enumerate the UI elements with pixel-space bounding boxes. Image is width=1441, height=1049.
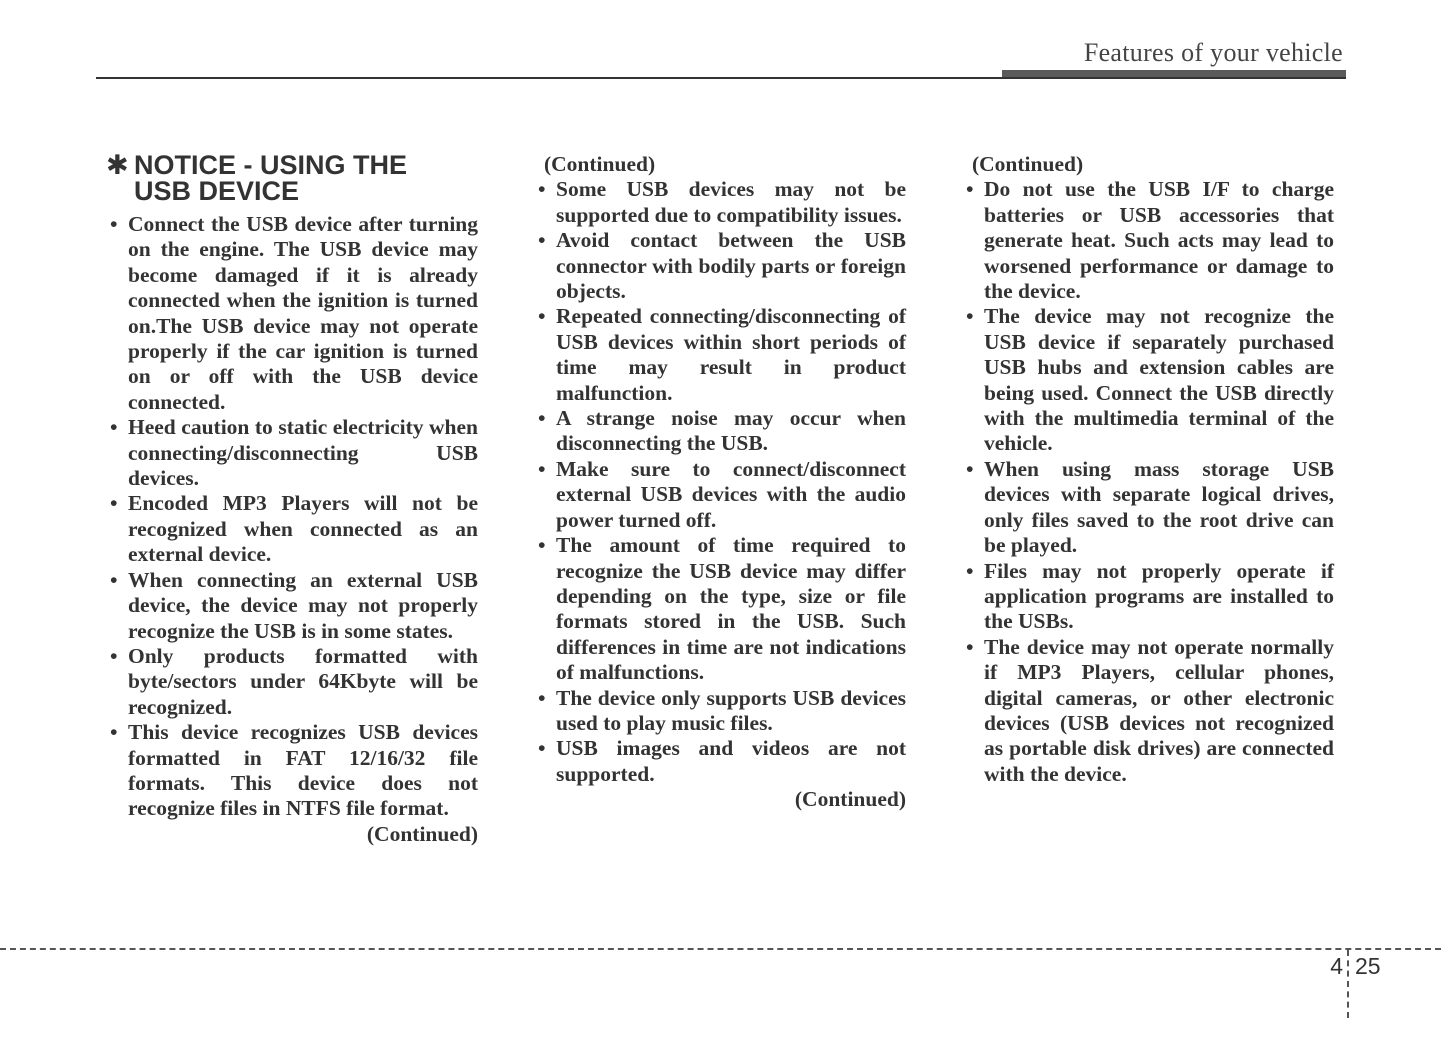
continued-label: (Continued) xyxy=(972,152,1084,176)
column-3 xyxy=(962,152,1334,787)
list-item: • The device only supports USB devices used to play music files. xyxy=(534,686,906,737)
list-item: • Some USB devices may not be supported due to compatibility issues. xyxy=(534,177,906,228)
list-item: • The device may not operate normally if MP3 Players, cellular phones, digital cameras, or other electronic devices (USB devices not recognized as portable disk drives) are connected with the device. xyxy=(962,635,1334,787)
list-item: • When connecting an external USB device, the device may not properly recognize the USB is in some states. xyxy=(106,568,478,644)
list-item: • The amount of time required to recognize the USB device may differ depending on the type, size or file formats stored in the USB. Such differences in time are not indications of malfunctions. xyxy=(534,533,906,685)
column-2 xyxy=(534,152,906,813)
continued-label: (Continued) xyxy=(794,787,906,812)
continued-label: (Continued) xyxy=(544,152,656,176)
list-item: • A strange noise may occur when disconnecting the USB. xyxy=(534,406,906,457)
list-item: • The device may not recognize the USB device if separately purchased USB hubs and extension cables are being used. Connect the USB directly with the multimedia terminal of the vehicle. xyxy=(962,304,1334,456)
list-item: • This device recognizes USB devices formatted in FAT 12/16/32 file formats. This device does not recognize files in NTFS file format. xyxy=(106,720,478,822)
list-item: • Connect the USB device after turning on the engine. The USB device may become damaged if it is already connected when the ignition is turned on.The USB device may not operate properly if the car ignition is turned on or off with the USB device connected. xyxy=(106,212,478,415)
header-rule xyxy=(96,77,1346,79)
notice-asterisk-icon: ✱ xyxy=(106,150,129,180)
page-number: 25 xyxy=(1355,953,1381,979)
list-item: • USB images and videos are not supported. xyxy=(534,736,906,787)
notice-heading xyxy=(106,152,478,204)
chapter-number: 4 xyxy=(1330,953,1343,979)
continued-label: (Continued) xyxy=(366,821,478,846)
column-1 xyxy=(106,152,478,847)
list-item: • Only products formatted with byte/sectors under 64Kbyte will be recognized. xyxy=(106,644,478,720)
notice-title: NOTICE - USING THE USB DEVICE xyxy=(134,150,408,206)
list-item: • Encoded MP3 Players will not be recognized when connected as an external device. xyxy=(106,491,478,567)
list-item: • Do not use the USB I/F to charge batteries or USB accessories that generate heat. Such acts may lead to worsened performance or damage to the device. xyxy=(962,177,1334,304)
list-item: • Heed caution to static electricity when connecting/disconnecting USB devices. xyxy=(106,415,478,491)
bullet-list xyxy=(106,212,478,822)
list-item: • Avoid contact between the USB connector with bodily parts or foreign objects. xyxy=(534,228,906,304)
footer-vertical-divider xyxy=(1347,950,1349,1018)
list-item: • Files may not properly operate if application programs are installed to the USBs. xyxy=(962,559,1334,635)
list-item: • Repeated connecting/disconnecting of USB devices within short periods of time may result in product malfunction. xyxy=(534,304,906,406)
list-item: • Make sure to connect/disconnect external USB devices with the audio power turned off. xyxy=(534,457,906,533)
bullet-list xyxy=(534,177,906,787)
list-item: • When using mass storage USB devices with separate logical drives, only files saved to the root drive can be played. xyxy=(962,457,1334,559)
running-header-title: Features of your vehicle xyxy=(1083,38,1343,67)
bullet-list xyxy=(962,177,1334,787)
footer-dashed-rule xyxy=(0,948,1441,950)
